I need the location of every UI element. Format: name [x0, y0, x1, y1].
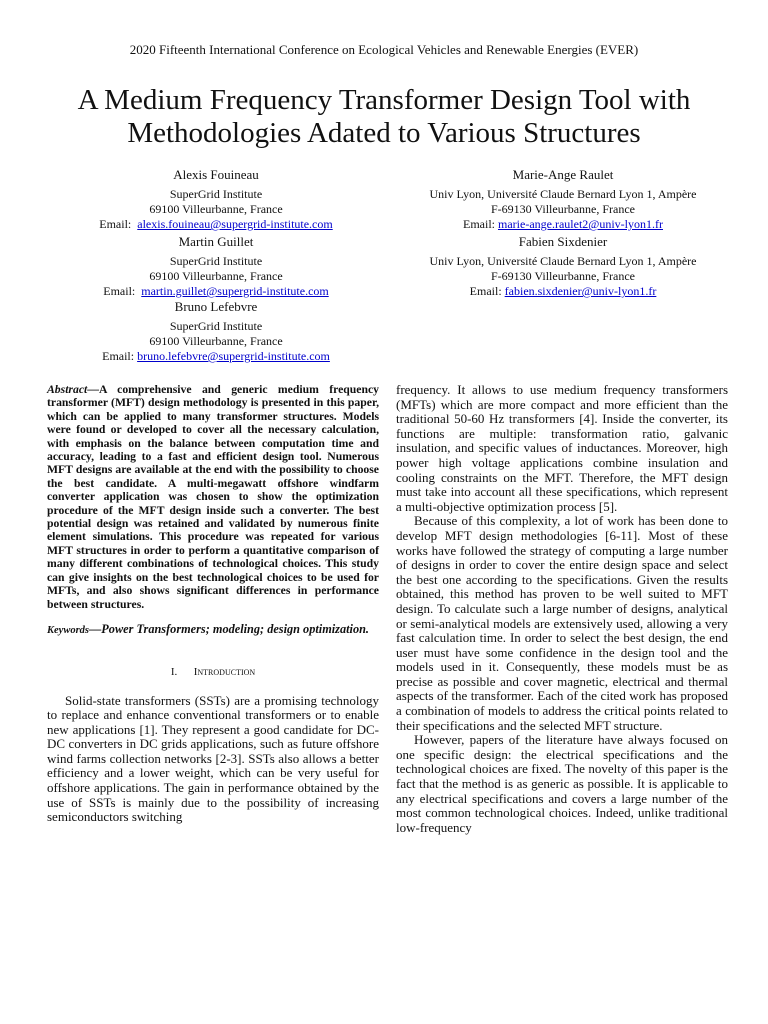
paper-title	[40, 84, 728, 150]
author-name: Marie-Ange Raulet	[512, 167, 614, 182]
keywords-text: —Power Transformers; modeling; design optimization.	[89, 621, 370, 636]
author-affiliation: Univ Lyon, Université Claude Bernard Lyon 1, Ampère	[429, 254, 697, 268]
author-email-link[interactable]: marie-ange.raulet2@univ-lyon1.fr	[498, 217, 663, 231]
abstract-text: —A comprehensive and generic medium frequency transformer (MFT) design methodology is presented in this paper, which can be applied to many transformer structures. Models were found or developed to cover all the necessary calculation, with emphasis on the balance between computation time and accuracy, leading to a fast and efficient design tool. Numerous MFT designs are available at the end with the possibility to choose the best candidate. A multi-megawatt offshore windfarm converter application was chosen to show the optimization procedure of the MFT design inside such a converter. The best potential design was retained and validated by numerous finite element simulations. This procedure was repeated for various MFT structures in order to perform a quantitative comparison of many different combinations of technological choices. This study can give insights on the best technological choices to be used for MFTs, and also shows significant differences in performance between structures.	[47, 383, 379, 611]
author-affiliation: SuperGrid Institute	[169, 254, 263, 268]
author-block	[382, 167, 744, 232]
author-email-line	[40, 217, 392, 232]
title-line-2: Methodologies Adated to Various Structures	[127, 117, 641, 149]
author-address: 69100 Villeurbanne, France	[149, 269, 283, 283]
abstract	[47, 383, 379, 611]
conference-header: 2020 Fifteenth International Conference on Ecological Vehicles and Renewable Energies (EVER)	[129, 42, 639, 57]
author-affiliation: SuperGrid Institute	[169, 187, 263, 201]
body-paragraph: However, papers of the literature have always focused on one specific design: the electrical specifications and the technological choices are fixed. The novelty of this paper is the fact that the method is as generic as possible. It is applicable to any electrical specifications and covers a large number of the most common technological choices. Indeed, unlike traditional low-frequency	[396, 732, 728, 835]
author-email-link[interactable]: bruno.lefebvre@supergrid-institute.com	[137, 349, 330, 363]
author-email-link[interactable]: martin.guillet@supergrid-institute.com	[141, 284, 329, 298]
author-affiliation: Univ Lyon, Université Claude Bernard Lyon 1, Ampère	[429, 187, 697, 201]
body-paragraph: Because of this complexity, a lot of work has been done to develop MFT design methodologies [6-11]. Most of these works have followed the strategy of computing a large number of designs in order to cover the entire design space and select the best one according to the specifications. Given the results obtained, this method has proven to be well suited to MFT design. To calculate such a large number of designs, analytical or semi-analytical models are extensively used, allowing a very fast calculation time. In order to select the best design, the end user must have some confidence in the design tool and the models used in it. Consequently, these models must be as precise as possible and cover magnetic, electrical and thermal aspects of the transformer. Each of the cited work has proposed a combination of models to address the critical points related to their specifications and the selected MFT structure.	[396, 513, 728, 733]
author-name: Fabien Sixdenier	[518, 234, 608, 249]
author-affiliation: SuperGrid Institute	[169, 319, 263, 333]
email-label: Email:	[103, 284, 136, 298]
section-number: I.	[170, 665, 178, 678]
section-heading	[47, 665, 379, 680]
author-address: F-69130 Villeurbanne, France	[490, 202, 636, 216]
author-name: Alexis Fouineau	[173, 167, 259, 182]
author-address: F-69130 Villeurbanne, France	[490, 269, 636, 283]
right-column	[396, 383, 728, 835]
author-block	[382, 234, 744, 299]
author-email-link[interactable]: alexis.fouineau@supergrid-institute.com	[137, 217, 333, 231]
body-paragraph: frequency. It allows to use medium frequency transformers (MFTs) which are more compact and more efficient than the traditional 50-60 Hz transformers [4]. Inside the converter, its functions are multiple: transformation ratio, galvanic insulation, and specific values of inductances. Moreover, high power high voltage applications combine insulation and cooling constraints on the MFT. Therefore, the MFT design must take into account all these specifications, which represent a multi-objective optimization process [5].	[396, 382, 728, 514]
author-block	[40, 299, 392, 364]
author-address: 69100 Villeurbanne, France	[149, 202, 283, 216]
keywords-label: Keywords	[47, 624, 89, 636]
email-label: Email:	[463, 217, 495, 231]
author-email-line	[40, 284, 392, 299]
author-name: Martin Guillet	[178, 234, 254, 249]
author-email-link[interactable]: fabien.sixdenier@univ-lyon1.fr	[504, 284, 657, 298]
intro-paragraph: Solid-state transformers (SSTs) are a promising technology to replace and enhance conventional transformers or to enable new applications [1]. They represent a good candidate for DC-DC converters in DC grids applications, such as future offshore wind farms collection networks [2-3]. SSTs also allows a better efficiency and a lower weight, which can be very useful for offshore applications. The gain in performance obtained by the use of SSTs is mainly due to the possibility of increasing semiconductors switching	[47, 692, 379, 825]
section-title: Introduction	[193, 665, 256, 678]
author-address: 69100 Villeurbanne, France	[149, 334, 283, 348]
email-label: Email:	[469, 284, 502, 298]
author-email-line	[40, 349, 392, 364]
title-line-1: A Medium Frequency Transformer Design Tool with	[77, 84, 691, 116]
author-email-line	[382, 217, 744, 232]
left-column	[47, 383, 379, 825]
abstract-label: Abstract	[47, 383, 88, 396]
author-name: Bruno Lefebvre	[174, 299, 258, 314]
email-label: Email:	[99, 217, 132, 231]
keywords	[47, 621, 379, 639]
email-label: Email:	[102, 349, 135, 363]
author-block	[40, 234, 392, 299]
author-block	[40, 167, 392, 232]
author-email-line	[382, 284, 744, 299]
